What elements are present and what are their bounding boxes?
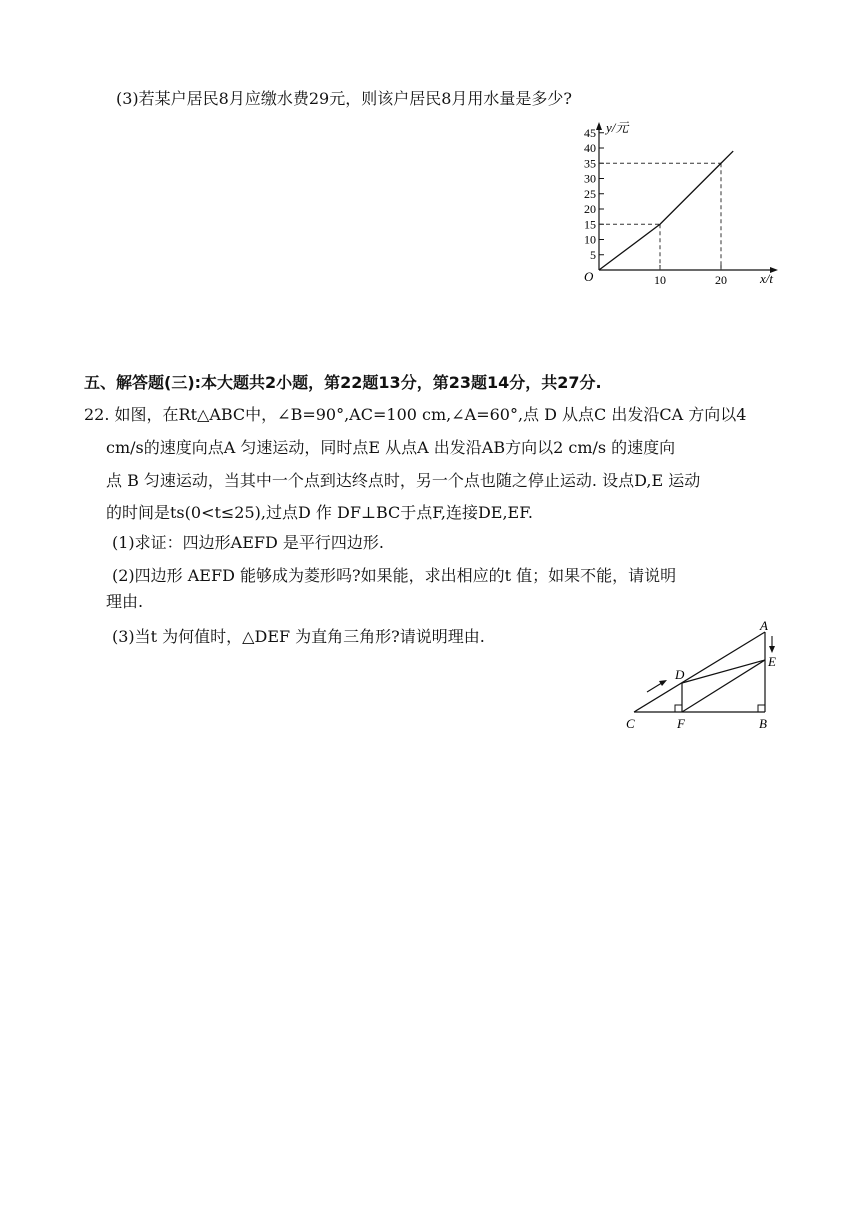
y-tick-label: 40 — [584, 141, 596, 155]
q22-line4: 的时间是ts(0<t≤25),过点D 作 DF⊥BC于点F,连接DE,EF. — [106, 503, 533, 522]
section5-title: 五、解答题(三):本大题共2小题，第22题13分，第23题14分，共27分. — [84, 373, 602, 392]
q22-part2b: 理由. — [106, 592, 144, 611]
y-tick-label: 10 — [584, 232, 596, 247]
x-tick-label: 10 — [654, 273, 666, 287]
arrow-d-head-icon — [659, 680, 667, 686]
q22-part3: (3)当t 为何值时，△DEF 为直角三角形?请说明理由. — [112, 627, 485, 646]
label-d: D — [675, 667, 685, 682]
x-axis-label: x/t — [760, 271, 773, 286]
y-tick-label: 35 — [584, 156, 596, 171]
q21-chart — [570, 120, 800, 295]
segment-de — [682, 660, 765, 683]
q22-part2a: (2)四边形 AEFD 能够成为菱形吗?如果能，求出相应的t 值；如果不能，请说明 — [112, 566, 677, 585]
arrow-e-head-icon — [769, 646, 775, 653]
q22-line1: 22. 如图，在Rt△ABC中，∠B=90°,AC=100 cm,∠A=60°,点 D 从点C 出发沿CA 方向以4 — [84, 405, 747, 424]
x-tick-label: 20 — [715, 273, 727, 287]
series-line — [599, 151, 733, 270]
label-f: F — [677, 716, 685, 731]
q21-part3: (3)若某户居民8月应缴水费29元，则该户居民8月用水量是多少? — [116, 89, 572, 108]
origin-label: O — [584, 269, 594, 284]
q22-line2: cm/s的速度向点A 匀速运动，同时点E 从点A 出发沿AB方向以2 cm/s 的速度向 — [106, 438, 676, 457]
label-b: B — [759, 716, 767, 731]
q22-figure — [620, 618, 800, 738]
y-tick-label: 30 — [584, 171, 596, 186]
segment-ef — [682, 660, 765, 712]
label-a: A — [760, 618, 768, 633]
y-axis-arrow-icon — [596, 122, 602, 130]
y-tick-label: 45 — [584, 125, 596, 140]
q22-line3: 点 B 匀速运动，当其中一个点到达终点时，另一个点也随之停止运动. 设点D,E 运动 — [106, 471, 701, 490]
y-axis-label: y/元 — [606, 120, 629, 135]
y-tick-label: 5 — [590, 247, 596, 262]
right-angle-b — [758, 705, 765, 712]
y-tick-label: 15 — [584, 217, 596, 232]
label-c: C — [626, 716, 635, 731]
y-tick-label: 20 — [584, 202, 596, 216]
label-e: E — [768, 654, 776, 669]
q22-part1: (1)求证：四边形AEFD 是平行四边形. — [112, 533, 385, 552]
y-tick-label: 25 — [584, 186, 596, 201]
right-angle-f — [675, 705, 682, 712]
